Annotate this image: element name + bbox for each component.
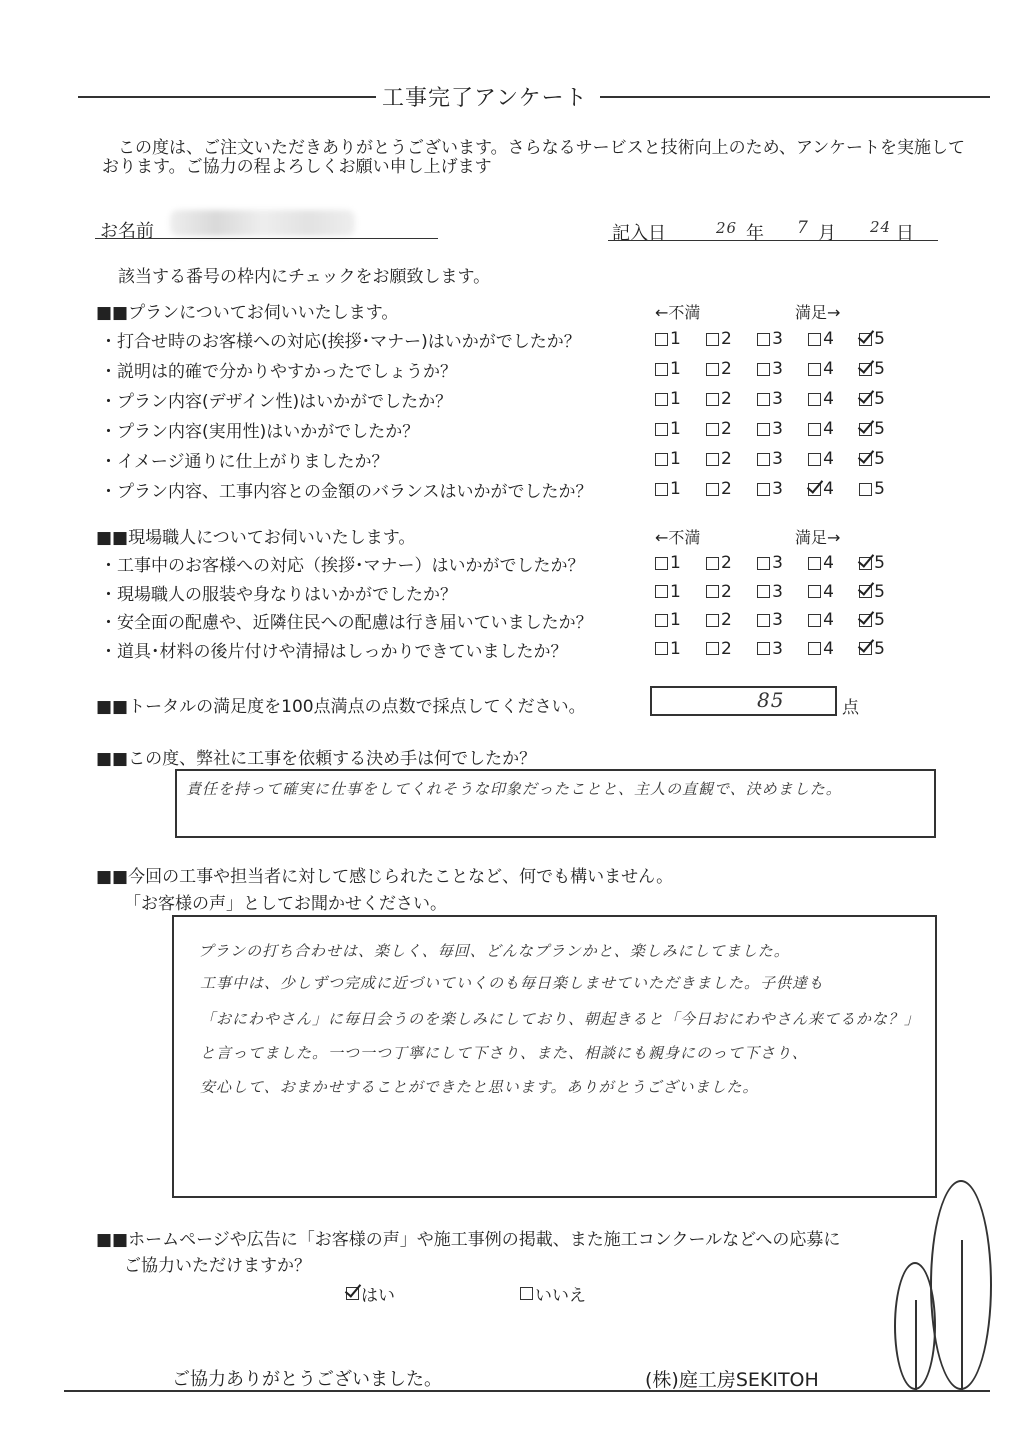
- rating-number: 5: [874, 581, 885, 602]
- rating-checkbox[interactable]: [757, 363, 770, 376]
- date-day-value: 24: [870, 218, 892, 236]
- plan-rating-row-5: [655, 449, 885, 469]
- rating-checkbox[interactable]: [808, 393, 821, 406]
- reason-answer-text: 責任を持って確実に仕事をしてくれそうな印象だったことと、主人の直観で、決めました。: [186, 780, 842, 798]
- rating-number: 3: [772, 581, 783, 602]
- title-rule-right: [600, 96, 990, 98]
- rating-number: 2: [721, 553, 732, 573]
- consent-question-2: ご協力いただけますか？: [124, 1256, 311, 1276]
- voice-line-2: 工事中は、少しずつ完成に近づいていくのも毎日楽しませていただきました。子供達も: [200, 974, 825, 992]
- rating-option-2[interactable]: [706, 479, 732, 499]
- name-label: お名前: [100, 221, 154, 242]
- rating-checkbox[interactable]: [859, 483, 872, 496]
- consent-no-checkbox[interactable]: [520, 1287, 533, 1300]
- rating-option-3[interactable]: [757, 389, 783, 409]
- rating-checkbox[interactable]: [757, 333, 770, 346]
- rating-checkbox[interactable]: [808, 557, 821, 570]
- rating-option-2[interactable]: [706, 389, 732, 409]
- voice-line-4: と言ってました。一つ一つ丁寧にして下さり、また、相談にも親身にのって下さり、: [200, 1044, 808, 1062]
- plan-question-6: ・プラン内容、工事内容との金額のバランスはいかがでしたか？: [100, 482, 593, 502]
- rating-number: 4: [823, 419, 834, 439]
- staff-rating-row-2: [655, 582, 885, 602]
- rating-option-3[interactable]: [757, 449, 783, 469]
- rating-checkbox[interactable]: [859, 393, 872, 406]
- rating-number: 4: [823, 359, 834, 379]
- rating-number: 1: [670, 610, 681, 630]
- rating-option-1[interactable]: [655, 582, 681, 602]
- plan-rating-row-4: [655, 419, 885, 439]
- rating-option-5[interactable]: [859, 553, 885, 573]
- rating-option-3[interactable]: [757, 582, 783, 602]
- rating-number: 4: [823, 638, 834, 659]
- rating-option-5[interactable]: [859, 329, 885, 349]
- rating-checkbox[interactable]: [706, 453, 719, 466]
- rating-checkbox[interactable]: [859, 557, 872, 570]
- rating-checkbox[interactable]: [859, 423, 872, 436]
- rating-option-1[interactable]: [655, 639, 681, 659]
- rating-option-4[interactable]: [808, 449, 834, 469]
- consent-no-label: いいえ: [535, 1286, 586, 1306]
- rating-checkbox[interactable]: [655, 557, 668, 570]
- voice-line-1: プランの打ち合わせは、楽しく、毎回、どんなプランかと、楽しみにしてました。: [198, 942, 790, 960]
- rating-number: 2: [721, 419, 732, 439]
- rating-number: 3: [772, 389, 783, 409]
- rating-option-5[interactable]: [859, 359, 885, 379]
- rating-number: 2: [721, 329, 732, 349]
- date-year-value: 26: [716, 219, 738, 237]
- rating-checkbox[interactable]: [706, 333, 719, 346]
- rating-option-2[interactable]: [706, 582, 732, 602]
- rating-checkbox[interactable]: [859, 585, 872, 598]
- rating-number: 5: [874, 610, 885, 630]
- footer-rule: [64, 1390, 990, 1392]
- staff-question-3: ・安全面の配慮や、近隣住民への配慮は行き届いていましたか？: [100, 613, 593, 633]
- rating-checkbox[interactable]: [655, 393, 668, 406]
- rating-number: 5: [874, 359, 885, 379]
- footer-thanks: ご協力ありがとうございました。: [172, 1369, 442, 1390]
- scale-high-label-2: 満足→: [795, 528, 841, 547]
- rating-number: 3: [772, 449, 783, 469]
- plan-rating-row-3: [655, 389, 885, 409]
- rating-number: 2: [721, 449, 732, 469]
- rating-number: 5: [874, 329, 885, 349]
- rating-checkbox[interactable]: [655, 333, 668, 346]
- staff-rating-row-3: [655, 610, 885, 630]
- rating-number: 3: [772, 419, 783, 439]
- rating-checkbox[interactable]: [757, 423, 770, 436]
- rating-number: 4: [823, 553, 834, 573]
- rating-number: 5: [874, 419, 885, 439]
- consent-yes-checkbox[interactable]: [346, 1287, 359, 1300]
- rating-checkbox[interactable]: [808, 614, 821, 627]
- rating-option-2[interactable]: [706, 419, 732, 439]
- plan-question-4: ・プラン内容(実用性)はいかがでしたか？: [100, 422, 420, 442]
- rating-option-4[interactable]: [808, 639, 834, 659]
- instruction-text: 該当する番号の枠内にチェックをお願致します。: [118, 267, 491, 287]
- rating-option-5[interactable]: [859, 582, 885, 602]
- rating-option-4[interactable]: [808, 389, 834, 409]
- consent-yes-label: はい: [361, 1286, 395, 1306]
- rating-checkbox[interactable]: [655, 614, 668, 627]
- rating-option-3[interactable]: [757, 610, 783, 630]
- date-year-unit: 年: [746, 223, 764, 244]
- scale-low-label: ←不満: [655, 303, 701, 322]
- rating-checkbox[interactable]: [757, 585, 770, 598]
- rating-number: 3: [772, 359, 783, 379]
- rating-number: 4: [823, 389, 834, 409]
- rating-number: 3: [772, 553, 783, 573]
- rating-option-5[interactable]: [859, 389, 885, 409]
- staff-question-4: ・道具･材料の後片付けや清掃はしっかりできていましたか？: [100, 641, 568, 662]
- date-month-value: 7: [797, 218, 809, 238]
- rating-number: 2: [721, 581, 732, 602]
- voice-line-5: 安心して、おまかせすることができたと思います。ありがとうございました。: [200, 1078, 759, 1096]
- name-redacted: [170, 210, 355, 236]
- rating-number: 1: [670, 449, 681, 469]
- plan-question-2: ・説明は的確で分かりやすかったでしょうか？: [100, 362, 457, 382]
- rating-number: 4: [823, 581, 834, 602]
- rating-checkbox[interactable]: [859, 642, 872, 655]
- rating-checkbox[interactable]: [655, 423, 668, 436]
- rating-checkbox[interactable]: [757, 642, 770, 655]
- rating-checkbox[interactable]: [655, 483, 668, 496]
- staff-rating-row-4: [655, 639, 885, 659]
- rating-number: 5: [874, 638, 885, 659]
- total-score-value: 85: [757, 688, 785, 712]
- plan-question-3: ・プラン内容(デザイン性)はいかがでしたか？: [100, 392, 453, 412]
- intro-line-1: この度は、ご注文いただきありがとうございます。さらなるサービスと技術向上のため、アンケートを実施して: [118, 138, 965, 158]
- tree-large-trunk: [961, 1240, 963, 1390]
- consent-yes-option[interactable]: [346, 1281, 395, 1306]
- rating-checkbox[interactable]: [859, 453, 872, 466]
- rating-number: 1: [670, 479, 681, 499]
- rating-option-5[interactable]: [859, 419, 885, 439]
- rating-option-4[interactable]: [808, 359, 834, 379]
- rating-number: 3: [772, 479, 783, 499]
- rating-checkbox[interactable]: [706, 393, 719, 406]
- plan-section-heading: ■■プランについてお伺いいたします。: [96, 303, 399, 323]
- voice-question: ■■今回の工事や担当者に対して感じられたことなど、何でも構いません。: [96, 867, 674, 887]
- rating-option-1[interactable]: [655, 329, 681, 349]
- rating-option-1[interactable]: [655, 610, 681, 630]
- rating-option-1[interactable]: [655, 359, 681, 379]
- staff-section-heading: ■■現場職人についてお伺いいたします。: [96, 528, 416, 548]
- rating-option-1[interactable]: [655, 449, 681, 469]
- rating-number: 3: [772, 610, 783, 630]
- rating-checkbox[interactable]: [706, 423, 719, 436]
- date-underline: [608, 240, 938, 241]
- rating-checkbox[interactable]: [706, 614, 719, 627]
- rating-number: 5: [874, 389, 885, 409]
- date-day-unit: 日: [896, 223, 914, 244]
- rating-option-3[interactable]: [757, 553, 783, 573]
- scale-high-label: 満足→: [795, 303, 841, 322]
- rating-checkbox[interactable]: [859, 363, 872, 376]
- rating-checkbox[interactable]: [757, 453, 770, 466]
- rating-number: 3: [772, 329, 783, 349]
- rating-checkbox[interactable]: [757, 614, 770, 627]
- footer-company: (株)庭工房SEKITOH: [645, 1369, 819, 1391]
- rating-checkbox[interactable]: [808, 453, 821, 466]
- rating-checkbox[interactable]: [655, 585, 668, 598]
- name-underline: [95, 238, 438, 239]
- rating-option-3[interactable]: [757, 479, 783, 499]
- rating-checkbox[interactable]: [655, 363, 668, 376]
- rating-option-4[interactable]: [808, 610, 834, 630]
- rating-checkbox[interactable]: [757, 483, 770, 496]
- rating-number: 4: [823, 610, 834, 630]
- rating-checkbox[interactable]: [757, 557, 770, 570]
- rating-number: 2: [721, 359, 732, 379]
- rating-checkbox[interactable]: [655, 453, 668, 466]
- rating-number: 1: [670, 359, 681, 379]
- rating-number: 5: [874, 479, 885, 499]
- rating-checkbox[interactable]: [706, 585, 719, 598]
- rating-number: 2: [721, 389, 732, 409]
- rating-option-3[interactable]: [757, 639, 783, 659]
- rating-number: 2: [721, 638, 732, 659]
- rating-checkbox[interactable]: [655, 642, 668, 655]
- rating-number: 5: [874, 449, 885, 469]
- page-title: 工事完了アンケート: [382, 86, 588, 111]
- rating-option-5[interactable]: [859, 639, 885, 659]
- rating-checkbox[interactable]: [808, 423, 821, 436]
- plan-rating-row-6: [655, 479, 885, 499]
- rating-checkbox[interactable]: [808, 642, 821, 655]
- rating-checkbox[interactable]: [859, 333, 872, 346]
- total-score-unit: 点: [842, 698, 859, 718]
- rating-number: 2: [721, 610, 732, 630]
- plan-question-5: ・イメージ通りに仕上がりましたか？: [100, 452, 389, 472]
- rating-option-3[interactable]: [757, 329, 783, 349]
- rating-option-1[interactable]: [655, 389, 681, 409]
- rating-option-5[interactable]: [859, 479, 885, 499]
- consent-no-option[interactable]: [520, 1281, 586, 1306]
- rating-checkbox[interactable]: [808, 333, 821, 346]
- plan-question-1: ・打合せ時のお客様への対応(挨拶･マナー)はいかがでしたか？: [100, 332, 581, 352]
- staff-question-2: ・現場職人の服装や身なりはいかがでしたか？: [100, 584, 457, 605]
- rating-number: 1: [670, 638, 681, 659]
- rating-option-4[interactable]: [808, 419, 834, 439]
- rating-option-2[interactable]: [706, 639, 732, 659]
- date-month-unit: 月: [818, 223, 836, 244]
- total-score-field[interactable]: [650, 686, 837, 716]
- plan-rating-row-1: [655, 329, 885, 349]
- consent-question-1: ■■ホームページや広告に「お客様の声」や施工事例の掲載、また施工コンクールなどへの応募に: [96, 1230, 841, 1250]
- rating-option-4[interactable]: [808, 553, 834, 573]
- rating-number: 1: [670, 553, 681, 573]
- rating-option-2[interactable]: [706, 329, 732, 349]
- intro-line-2: おります。ご協力の程よろしくお願い申し上げます: [102, 157, 492, 177]
- rating-number: 3: [772, 638, 783, 659]
- rating-option-2[interactable]: [706, 359, 732, 379]
- rating-option-4[interactable]: [808, 479, 834, 499]
- reason-question: ■■この度、弊社に工事を依頼する決め手は何でしたか？: [96, 749, 537, 769]
- rating-option-1[interactable]: [655, 553, 681, 573]
- rating-option-1[interactable]: [655, 419, 681, 439]
- title-rule-left: [78, 96, 376, 98]
- rating-option-5[interactable]: [859, 610, 885, 630]
- rating-checkbox[interactable]: [706, 642, 719, 655]
- rating-number: 4: [823, 479, 834, 499]
- rating-number: 1: [670, 419, 681, 439]
- rating-number: 2: [721, 479, 732, 499]
- rating-option-5[interactable]: [859, 449, 885, 469]
- rating-option-3[interactable]: [757, 419, 783, 439]
- rating-number: 1: [670, 581, 681, 602]
- rating-number: 4: [823, 449, 834, 469]
- rating-checkbox[interactable]: [757, 393, 770, 406]
- rating-checkbox[interactable]: [706, 363, 719, 376]
- rating-checkbox[interactable]: [706, 483, 719, 496]
- rating-number: 1: [670, 329, 681, 349]
- date-label: 記入日: [612, 223, 666, 244]
- rating-checkbox[interactable]: [808, 585, 821, 598]
- rating-number: 1: [670, 389, 681, 409]
- rating-number: 4: [823, 329, 834, 349]
- total-question: ■■トータルの満足度を100点満点の点数で採点してください。: [96, 697, 586, 717]
- staff-rating-row-1: [655, 553, 885, 573]
- rating-number: 5: [874, 553, 885, 573]
- tree-small-trunk: [915, 1300, 917, 1390]
- rating-option-2[interactable]: [706, 610, 732, 630]
- plan-rating-row-2: [655, 359, 885, 379]
- scale-low-label-2: ←不満: [655, 528, 701, 547]
- rating-option-2[interactable]: [706, 553, 732, 573]
- rating-checkbox[interactable]: [706, 557, 719, 570]
- rating-checkbox[interactable]: [808, 363, 821, 376]
- voice-question-2: 「お客様の声」としてお聞かせください。: [124, 894, 447, 914]
- voice-line-3: 「おにわやさん」に毎日会うのを楽しみにしており、朝起きると「今日おにわやさん来てるかな？」: [200, 1010, 921, 1028]
- rating-option-4[interactable]: [808, 582, 834, 602]
- rating-option-1[interactable]: [655, 479, 681, 499]
- rating-option-4[interactable]: [808, 329, 834, 349]
- rating-option-2[interactable]: [706, 449, 732, 469]
- rating-option-3[interactable]: [757, 359, 783, 379]
- rating-checkbox[interactable]: [808, 483, 821, 496]
- rating-checkbox[interactable]: [859, 614, 872, 627]
- staff-question-1: ・工事中のお客様への対応（挨拶･マナー）はいかがでしたか？: [100, 556, 585, 576]
